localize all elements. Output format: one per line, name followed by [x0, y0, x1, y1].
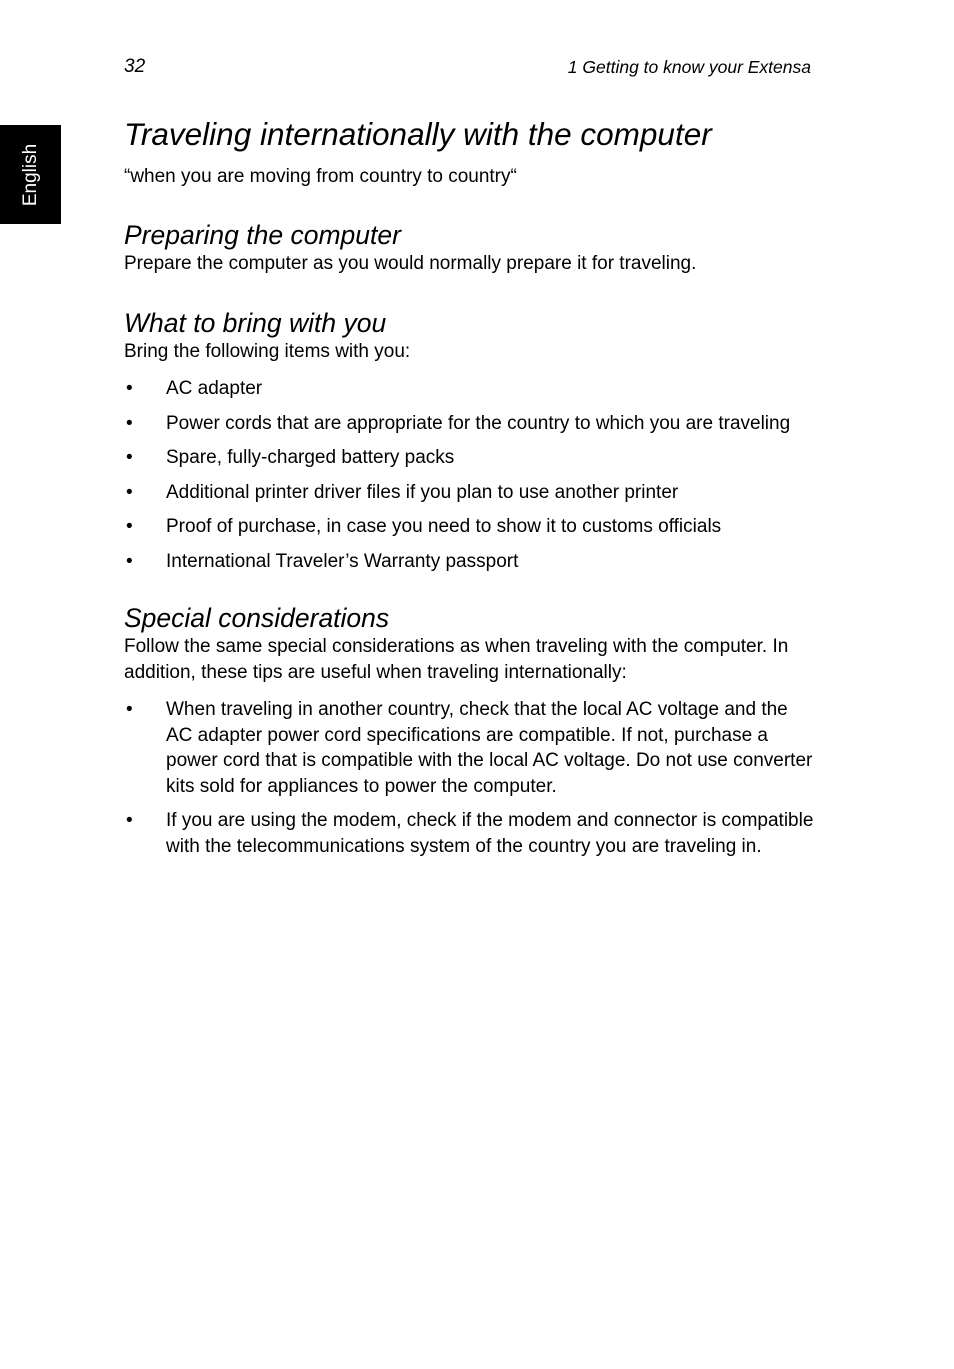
- list-item-text: Proof of purchase, in case you need to show it to customs officials: [166, 516, 722, 537]
- list-item-text: International Traveler’s Warranty passport: [166, 550, 519, 572]
- list-item-text: If you are using the modem, check if the modem and connector is compatible with the telecommunications system of the country you are traveling in.: [166, 810, 814, 857]
- bullet: •: [126, 516, 133, 537]
- page-content: [124, 112, 814, 868]
- considerations-list: [124, 697, 814, 859]
- page-title: Traveling internationally with the computer: [124, 116, 712, 152]
- list-item: [124, 445, 814, 471]
- bullet: •: [126, 699, 133, 720]
- section-heading: Preparing the computer: [124, 220, 401, 250]
- bullet: •: [126, 378, 133, 399]
- bullet: •: [126, 412, 133, 434]
- list-item: [124, 480, 814, 506]
- list-item-text: Spare, fully-charged battery packs: [166, 447, 455, 468]
- section-preparing: [124, 219, 814, 277]
- section-body: Prepare the computer as you would normally prepare it for traveling.: [124, 253, 697, 274]
- section-body: Bring the following items with you:: [124, 340, 411, 362]
- list-item-text: Additional printer driver files if you plan to use another printer: [166, 481, 679, 503]
- section-what-to-bring: [124, 307, 814, 575]
- list-item-text: Power cords that are appropriate for the country to which you are traveling: [166, 412, 791, 434]
- bullet: •: [126, 550, 133, 572]
- bullet: •: [126, 810, 133, 831]
- section-heading: Special considerations: [124, 603, 390, 633]
- section-special-considerations: [124, 602, 814, 859]
- side-tab-label: English: [19, 143, 41, 206]
- bring-list: [124, 376, 814, 574]
- page-subtitle: “when you are moving from country to country“: [124, 166, 517, 187]
- list-item: [124, 411, 814, 437]
- list-item: [124, 376, 814, 402]
- list-item: [124, 697, 814, 799]
- language-side-tab: [0, 125, 61, 224]
- bullet: •: [126, 447, 133, 468]
- list-item: [124, 808, 814, 859]
- list-item: [124, 514, 814, 540]
- list-item-text: AC adapter: [166, 378, 263, 399]
- bullet: •: [126, 481, 133, 503]
- running-head: 1 Getting to know your Extensa: [567, 57, 811, 77]
- list-item-text: When traveling in another country, check that the local AC voltage and the AC adapter power cord specifications are compatible. If not, purchase a power cord that is compatible with the local AC voltage. Do not use converter kits sold for appliances to power the computer.: [166, 699, 813, 797]
- list-item: [124, 549, 814, 575]
- section-heading: What to bring with you: [124, 307, 387, 338]
- section-body: Follow the same special considerations as when traveling with the computer. In addition, these tips are useful when traveling internationally:: [124, 636, 789, 683]
- page-number: 32: [124, 56, 146, 77]
